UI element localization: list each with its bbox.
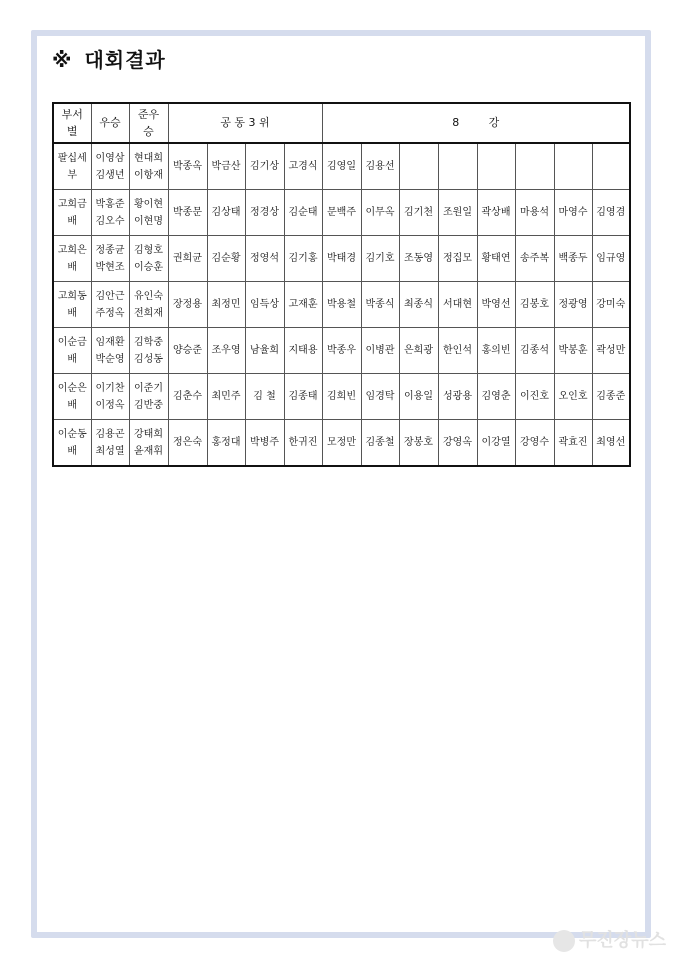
third-place-cell: 김상태 (207, 190, 245, 236)
quarterfinal-cell: 김봉호 (515, 282, 554, 328)
header-joint-third: 공 동 3 위 (168, 103, 322, 143)
quarterfinal-cell: 정집모 (438, 236, 477, 282)
third-place-cell: 김 철 (245, 374, 284, 420)
quarterfinal-cell: 오인호 (554, 374, 592, 420)
division-cell: 고희금 배 (53, 190, 91, 236)
quarterfinal-cell: 김종철 (361, 420, 399, 467)
division-cell: 팔십세 부 (53, 143, 91, 190)
third-place-cell: 조우영 (207, 328, 245, 374)
quarterfinal-cell: 최종식 (399, 282, 438, 328)
quarterfinal-cell: 모정만 (322, 420, 361, 467)
third-place-cell: 최정민 (207, 282, 245, 328)
third-place-cell: 한귀진 (284, 420, 322, 467)
quarterfinal-cell: 임경탁 (361, 374, 399, 420)
runner-up-cell: 김형호 이승훈 (129, 236, 168, 282)
quarterfinal-cell: 최영선 (592, 420, 630, 467)
quarterfinal-cell (399, 143, 438, 190)
third-place-cell: 정은숙 (168, 420, 207, 467)
quarterfinal-cell: 서대현 (438, 282, 477, 328)
quarterfinal-cell: 정광영 (554, 282, 592, 328)
quarterfinal-cell: 곽효진 (554, 420, 592, 467)
results-table (52, 102, 631, 467)
third-place-cell: 김순황 (207, 236, 245, 282)
quarterfinal-cell: 김기천 (399, 190, 438, 236)
division-cell: 고희은 배 (53, 236, 91, 282)
quarterfinal-cell (554, 143, 592, 190)
winner-cell: 박홍준 김오수 (91, 190, 129, 236)
third-place-cell: 지태용 (284, 328, 322, 374)
winner-cell: 김안근 주정옥 (91, 282, 129, 328)
winner-cell: 정종균 박현조 (91, 236, 129, 282)
division-cell: 이순동 배 (53, 420, 91, 467)
quarterfinal-cell: 송주복 (515, 236, 554, 282)
quarterfinal-cell: 김영일 (322, 143, 361, 190)
quarterfinal-cell (477, 143, 515, 190)
quarterfinal-cell (438, 143, 477, 190)
header-quarterfinal: 8 강 (322, 103, 630, 143)
header-division: 부서 별 (53, 103, 91, 143)
quarterfinal-cell: 곽상배 (477, 190, 515, 236)
third-place-cell: 김순태 (284, 190, 322, 236)
winner-cell: 김용곤 최성열 (91, 420, 129, 467)
quarterfinal-cell: 박용철 (322, 282, 361, 328)
third-place-cell: 최민주 (207, 374, 245, 420)
quarterfinal-cell: 강미숙 (592, 282, 630, 328)
table-row (53, 282, 630, 328)
quarterfinal-cell: 강영옥 (438, 420, 477, 467)
runner-up-cell: 황이현 이현명 (129, 190, 168, 236)
quarterfinal-cell: 백종두 (554, 236, 592, 282)
quarterfinal-cell: 김영춘 (477, 374, 515, 420)
quarterfinal-cell: 은희광 (399, 328, 438, 374)
quarterfinal-cell: 마용석 (515, 190, 554, 236)
third-place-cell: 김기상 (245, 143, 284, 190)
quarterfinal-cell: 김종준 (592, 374, 630, 420)
quarterfinal-cell: 황태연 (477, 236, 515, 282)
third-place-cell: 김춘수 (168, 374, 207, 420)
runner-up-cell: 유인숙 전희재 (129, 282, 168, 328)
quarterfinal-cell: 김용선 (361, 143, 399, 190)
third-place-cell: 권희균 (168, 236, 207, 282)
quarterfinal-cell: 박영선 (477, 282, 515, 328)
quarterfinal-cell: 이강열 (477, 420, 515, 467)
table-row (53, 328, 630, 374)
quarterfinal-cell: 김기호 (361, 236, 399, 282)
quarterfinal-cell: 박종우 (322, 328, 361, 374)
runner-up-cell: 현대희 이항재 (129, 143, 168, 190)
quarterfinal-cell: 문백주 (322, 190, 361, 236)
header-row (53, 103, 630, 143)
page-title (52, 44, 166, 73)
page-title-text: 대회결과 (84, 48, 166, 72)
quarterfinal-cell: 홍의빈 (477, 328, 515, 374)
quarterfinal-cell: 박종식 (361, 282, 399, 328)
reference-mark: ※ (52, 48, 73, 72)
third-place-cell: 김기홍 (284, 236, 322, 282)
quarterfinal-cell (592, 143, 630, 190)
header-runner-up: 준우 승 (129, 103, 168, 143)
quarterfinal-cell: 박봉훈 (554, 328, 592, 374)
runner-up-cell: 강태희 윤재휘 (129, 420, 168, 467)
watermark (553, 926, 666, 952)
quarterfinal-cell: 이용일 (399, 374, 438, 420)
quarterfinal-cell: 조동영 (399, 236, 438, 282)
runner-up-cell: 이준기 김반중 (129, 374, 168, 420)
third-place-cell: 정영석 (245, 236, 284, 282)
table-row (53, 420, 630, 467)
quarterfinal-cell: 마영수 (554, 190, 592, 236)
quarterfinal-cell: 장봉호 (399, 420, 438, 467)
third-place-cell: 임득상 (245, 282, 284, 328)
runner-up-cell: 김학중 김성동 (129, 328, 168, 374)
table-row (53, 236, 630, 282)
third-place-cell: 홍정대 (207, 420, 245, 467)
quarterfinal-cell: 이진호 (515, 374, 554, 420)
third-place-cell: 고재훈 (284, 282, 322, 328)
quarterfinal-cell: 김영겸 (592, 190, 630, 236)
table-row (53, 374, 630, 420)
header-winner: 우승 (91, 103, 129, 143)
quarterfinal-cell: 김종석 (515, 328, 554, 374)
winner-cell: 임재환 박순영 (91, 328, 129, 374)
third-place-cell: 박병주 (245, 420, 284, 467)
quarterfinal-cell: 이무옥 (361, 190, 399, 236)
quarterfinal-cell: 김희빈 (322, 374, 361, 420)
winner-cell: 이기찬 이정옥 (91, 374, 129, 420)
third-place-cell: 고경식 (284, 143, 322, 190)
quarterfinal-cell: 강영수 (515, 420, 554, 467)
quarterfinal-cell: 조원일 (438, 190, 477, 236)
third-place-cell: 정경상 (245, 190, 284, 236)
watermark-text: 무진장뉴스 (579, 930, 666, 951)
quarterfinal-cell: 곽성만 (592, 328, 630, 374)
quarterfinal-cell: 한인석 (438, 328, 477, 374)
winner-cell: 이영삼 김생년 (91, 143, 129, 190)
quarterfinal-cell: 임규영 (592, 236, 630, 282)
third-place-cell: 장정용 (168, 282, 207, 328)
division-cell: 고희동 배 (53, 282, 91, 328)
quarterfinal-cell: 박태경 (322, 236, 361, 282)
third-place-cell: 박금산 (207, 143, 245, 190)
quarterfinal-cell: 성광용 (438, 374, 477, 420)
division-cell: 이순은 배 (53, 374, 91, 420)
division-cell: 이순금 배 (53, 328, 91, 374)
quarterfinal-cell: 이병관 (361, 328, 399, 374)
third-place-cell: 남율희 (245, 328, 284, 374)
third-place-cell: 김종태 (284, 374, 322, 420)
third-place-cell: 박종옥 (168, 143, 207, 190)
third-place-cell: 양승준 (168, 328, 207, 374)
quarterfinal-cell (515, 143, 554, 190)
table-row (53, 143, 630, 190)
third-place-cell: 박종문 (168, 190, 207, 236)
table-row (53, 190, 630, 236)
watermark-logo-icon (553, 930, 575, 952)
